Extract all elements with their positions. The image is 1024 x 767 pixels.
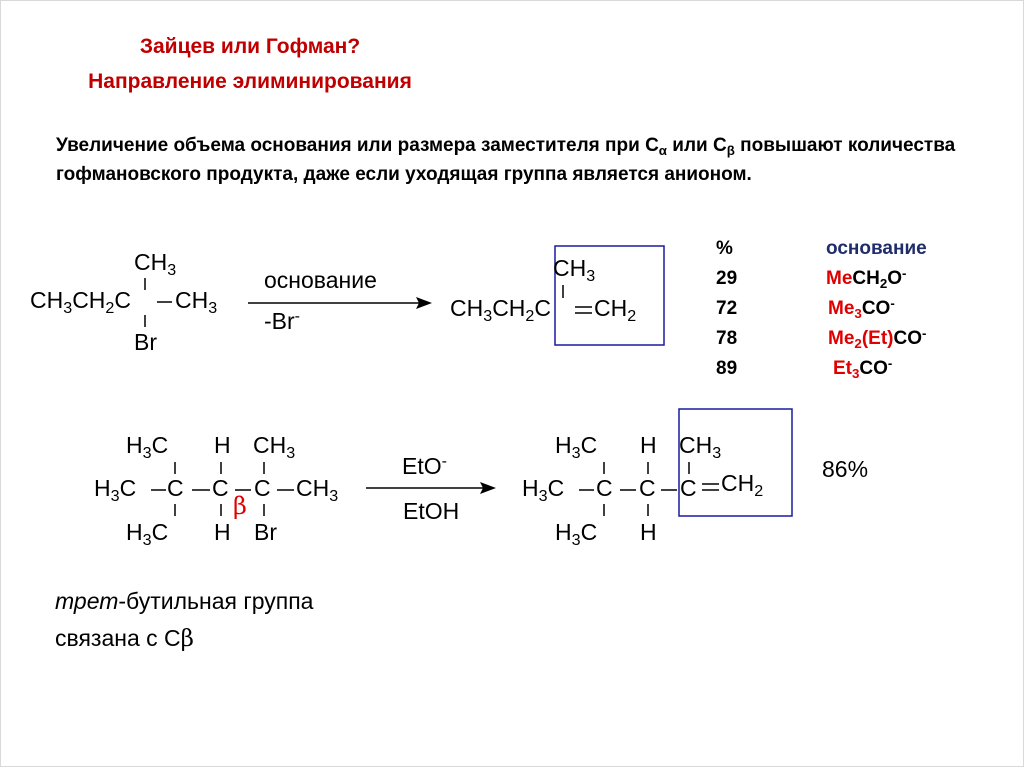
r2-ch3-right: $CH_3$ [296, 475, 339, 505]
table-row-percent: 29 [716, 268, 738, 289]
p2-ch2: $CH_2$ [721, 470, 764, 500]
table-row-percent: 72 [716, 298, 738, 319]
r1-ch3-top: $CH_3$ [134, 249, 177, 279]
r2-h-top: H [214, 432, 231, 458]
p1-ch2: $CH_2$ [594, 295, 637, 325]
statement-alpha: α [658, 142, 667, 158]
p1-ch3-top: $CH_3$ [553, 255, 596, 285]
note-line2 [55, 625, 194, 652]
r2-h3c-left: $H_3C$ [94, 475, 137, 505]
r2-br: Br [254, 519, 277, 545]
r1-br: Br [134, 329, 157, 355]
statement-beta: β [726, 142, 735, 158]
r2-beta-label: β [233, 492, 247, 520]
r1-reagent-above: основание [264, 267, 377, 293]
r1-main-chain: $CH_3CH_2C$ [30, 287, 131, 317]
p2-h-bottom: H [640, 519, 657, 545]
table-row-percent: 78 [716, 328, 738, 349]
note-italic: трет [55, 588, 119, 614]
p2-h3c-top: $H_3C$ [555, 432, 598, 462]
r2-h-bottom: H [214, 519, 231, 545]
note-line2-text: связана с C [55, 625, 181, 651]
table-row-percent: 89 [716, 358, 738, 379]
p2-h3c-bottom: $H_3C$ [555, 519, 598, 549]
p1-main-chain: $CH_3CH_2C$ [450, 295, 551, 325]
statement-part1: Увеличение объема основания или размера заместителя при C [56, 135, 659, 156]
r2-c3: C [254, 475, 271, 501]
note-line1 [55, 588, 313, 615]
r2-yield: 86% [822, 456, 869, 482]
r2-reagent-above: EtO- [402, 451, 447, 479]
r2-ch3-top: $CH_3$ [253, 432, 296, 462]
p2-c2: C [639, 475, 656, 501]
r2-reagent-below: EtOH [403, 498, 460, 524]
table-row-base: $Me_2(Et)CO^-$ [828, 325, 927, 351]
p2-h-top: H [640, 432, 657, 458]
table-header-percent: % [716, 238, 733, 259]
r2-h3c-top: $H_3C$ [126, 432, 169, 462]
statement-part2: или C [666, 135, 727, 156]
r2-c2: C [212, 475, 229, 501]
p2-h3c-left: $H_3C$ [522, 475, 565, 505]
table-header-base: основание [826, 238, 927, 259]
statement-part3: повышают количества гофмановского продукта, даже если уходящая группа является анионом. [56, 135, 956, 185]
p2-ch3-top: $CH_3$ [679, 432, 722, 462]
table-row-base: MeCH$_2$O- [826, 265, 907, 291]
table-row-base: $Et_3CO^-$ [833, 355, 893, 381]
r1-reagent-below: -Br- [264, 306, 301, 334]
note-beta: β [180, 626, 194, 652]
p2-c1: C [596, 475, 613, 501]
r2-c1: C [167, 475, 184, 501]
note-rest1: -бутильная группа [118, 588, 314, 614]
p2-c3: C [680, 475, 697, 501]
r2-h3c-bottom: $H_3C$ [126, 519, 169, 549]
slide-title-line2: Направление элиминирования [88, 70, 412, 93]
table-row-base: $Me_3CO^-$ [828, 295, 895, 321]
slide-title-line1: Зайцев или Гофман? [139, 35, 361, 58]
r1-ch3-right: $CH_3$ [175, 287, 218, 317]
